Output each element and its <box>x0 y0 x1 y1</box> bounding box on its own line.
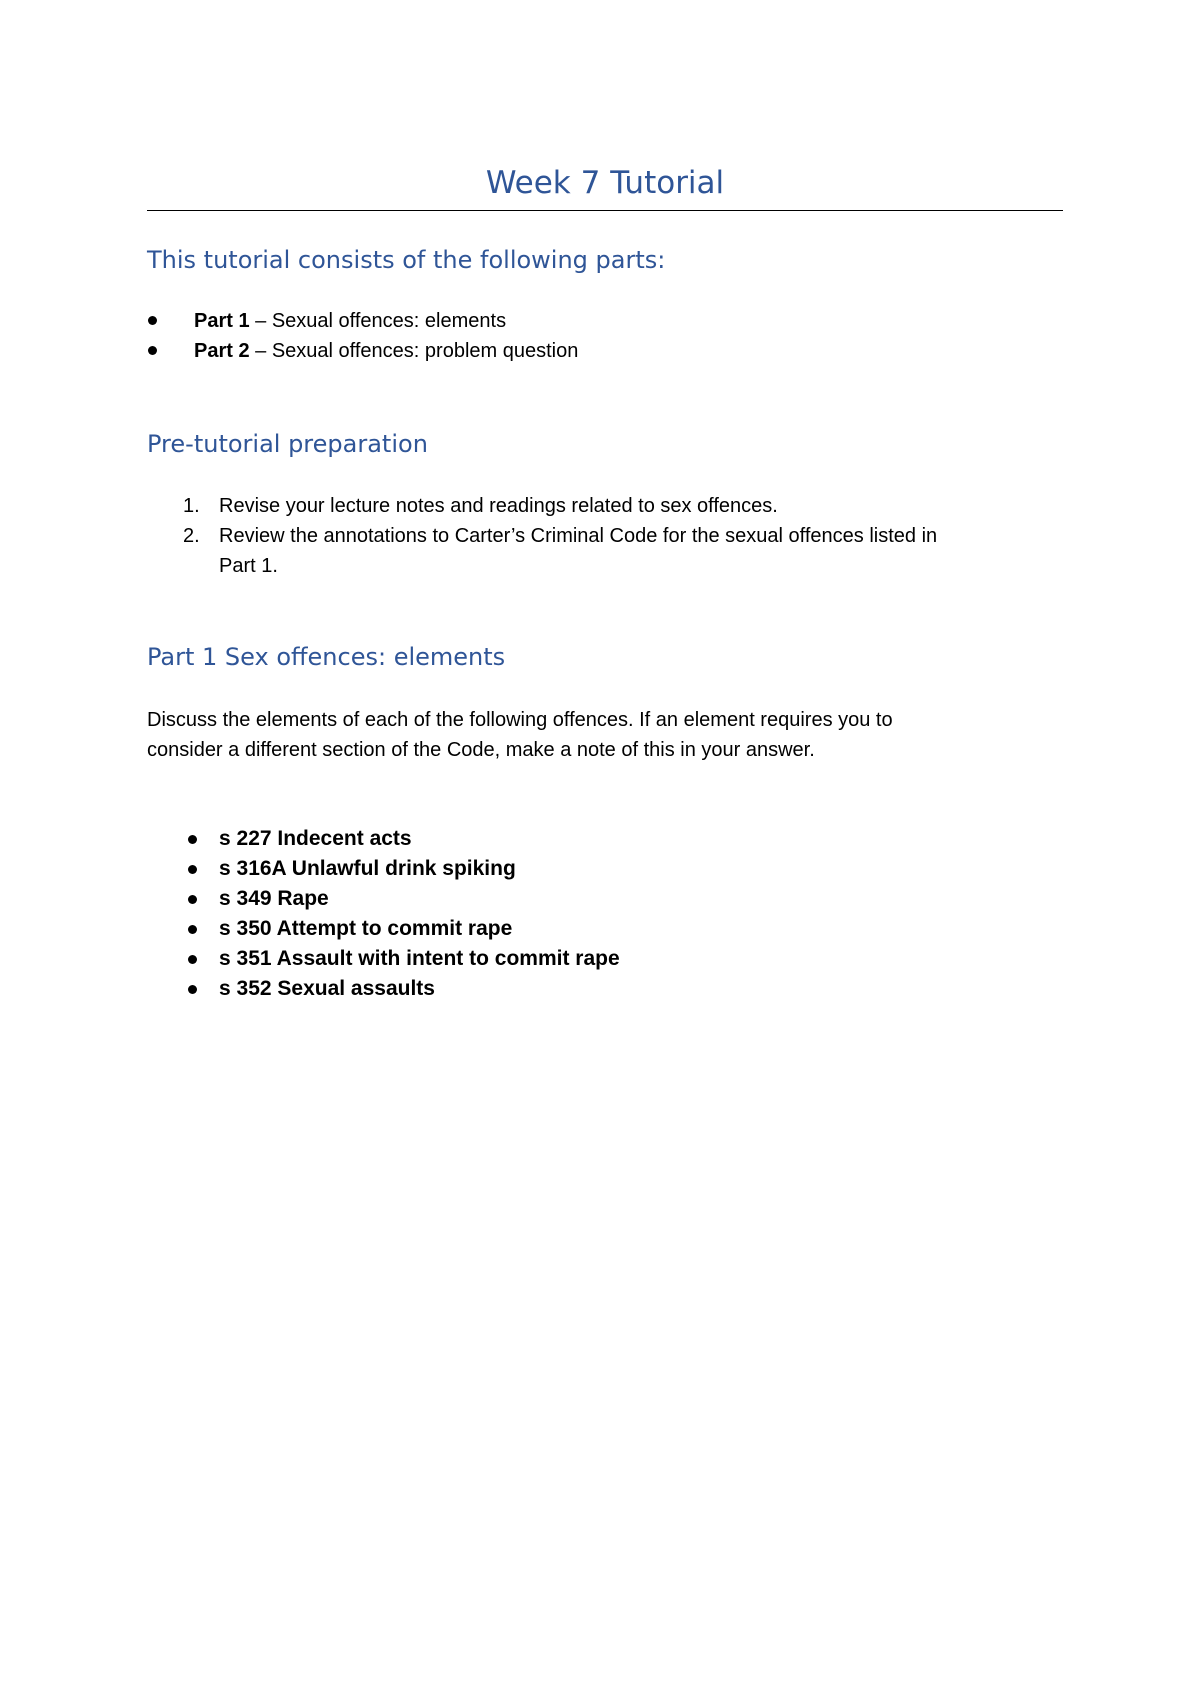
item-text-continued: Part 1. <box>219 555 278 577</box>
part-label: Part 1 <box>194 310 250 332</box>
page-title: Week 7 Tutorial <box>485 165 725 201</box>
bullet-icon <box>188 955 197 964</box>
item-number: 2. <box>183 525 200 547</box>
part-dash: – <box>249 310 272 332</box>
item-number: 1. <box>183 495 200 517</box>
offence-text: s 351 Assault with intent to commit rape <box>219 947 620 970</box>
offence-text: s 352 Sexual assaults <box>219 977 435 1000</box>
bullet-icon <box>188 985 197 994</box>
item-text: Revise your lecture notes and readings related to sex offences. <box>219 495 778 517</box>
part1-heading: Part 1 Sex offences: elements <box>147 643 506 671</box>
bullet-icon <box>188 895 197 904</box>
offence-text: s 316A Unlawful drink spiking <box>219 857 516 880</box>
bullet-icon <box>148 316 157 325</box>
intro-heading: This tutorial consists of the following parts: <box>147 246 666 274</box>
part-text: Sexual offences: problem question <box>271 340 579 362</box>
part-text: Sexual offences: elements <box>271 310 507 332</box>
bullet-icon <box>188 835 197 844</box>
bullet-icon <box>148 346 157 355</box>
paragraph-line: Discuss the elements of each of the following offences. If an element requires you to <box>147 709 893 731</box>
paragraph-line: consider a different section of the Code, make a note of this in your answer. <box>147 739 815 761</box>
bullet-icon <box>188 865 197 874</box>
prep-heading: Pre-tutorial preparation <box>147 430 428 458</box>
bullet-icon <box>188 925 197 934</box>
part-label: Part 2 <box>194 340 250 362</box>
offence-text: s 227 Indecent acts <box>219 827 412 850</box>
title-underline <box>147 210 1063 211</box>
offence-text: s 350 Attempt to commit rape <box>219 917 513 940</box>
offence-text: s 349 Rape <box>219 887 329 910</box>
part-dash: – <box>249 340 272 362</box>
item-text: Review the annotations to Carter’s Criminal Code for the sexual offences listed in <box>219 525 938 547</box>
